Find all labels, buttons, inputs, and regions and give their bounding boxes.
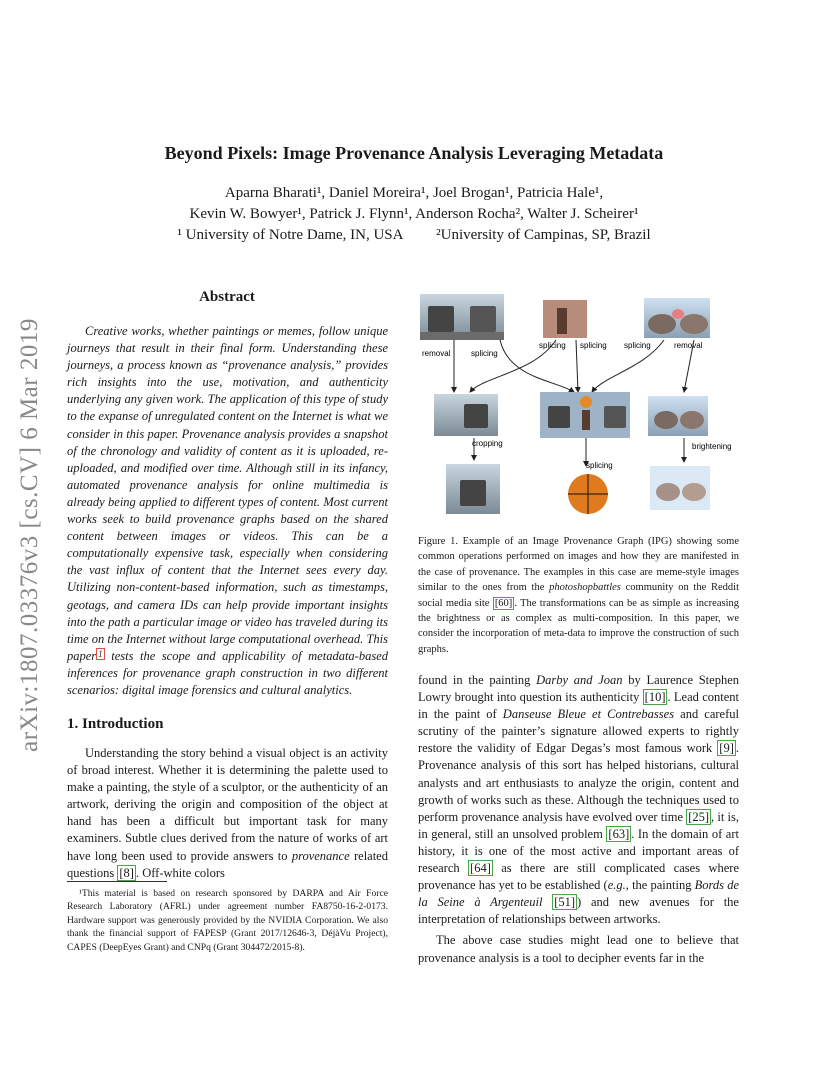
- caption-text: Figure 1. Example of an Image Provenance Graph (IPG) showing some common operations performed on images and how they are manifested in the case of provenance. The examples in this case are meme-style images similar to the ones from the: [418, 536, 739, 594]
- intro-body: [67, 745, 388, 882]
- author-line-2: Kevin W. Bowyer¹, Patrick J. Flynn¹, Anderson Rocha², Walter J. Scheirer¹: [189, 206, 639, 222]
- edge-label-splicing-mid: splicing: [586, 461, 613, 470]
- edge-label-splicing-a: splicing: [539, 341, 566, 350]
- text: by Laurence Stephen Lowry brought into question its authenticity: [418, 673, 739, 705]
- section-heading-introduction: 1. Introduction: [67, 716, 164, 732]
- image-hippos-brightened: [650, 466, 710, 510]
- image-dancer-source: [543, 300, 587, 338]
- citation-link[interactable]: [9]: [719, 741, 734, 756]
- abstract-text-end: tests the scope and applicability of metadata-based inferences for provenance graph construction in two different scenarios: digital image forensics and cultural analytics.: [67, 648, 388, 697]
- caption-text-2: community on the Reddit social media site: [418, 582, 739, 609]
- abstract-text: Creative works, whether paintings or memes, follow unique journeys that result in their final form. Understanding these journeys, a process known as “provenance analysis,” provides rich insights into the use, motivation, and authenticity underlying any given work. The application of this type of study to the expanse of unregulated content on the Internet is what we consider in this paper. Provenance analysis provides a snapshot of the chronology and validity of content as it is uploaded, re-uploaded, and modified over time. Although still in its infancy, automated provenance analysis for online multimedia is already being applied to different types of content. Most current works seek to build provenance graphs based on the shared content between images or videos. This can be a computationally expensive task, especially when considering the vast influx of content that the Internet sees every day. Utilizing non-content-based information, such as timestamps, geotags, and camera IDs can help provide important insights into the path a particular image or video has traveled during its time on the Internet without large computational overhead. This paper: [67, 324, 388, 663]
- affiliation-2: ²University of Campinas, SP, Brazil: [436, 227, 651, 243]
- figure-caption: [418, 534, 739, 657]
- caption-text-3: . The transformations can be as simple as increasing the brightness or as complex as multi-composition. In this paper, we consider the incorporation of meta-data to improve the construction of such graphs.: [418, 597, 739, 655]
- text: [542, 895, 552, 909]
- edge-label-splicing-c: splicing: [624, 341, 651, 350]
- edge-label-removal-right: removal: [674, 341, 703, 350]
- intro-emphasis: provenance: [291, 848, 350, 863]
- image-trucks-removal: [434, 394, 498, 436]
- text: ) and new avenues for the interpretation of relationships between artworks.: [418, 895, 739, 927]
- text: as there are still complicated cases where provenance has yet to be established (: [418, 861, 739, 893]
- emphasis: Bords de la Seine à Argenteuil: [418, 878, 739, 910]
- text: . In the domain of art history, it is one of the most active and important areas of research: [418, 826, 739, 876]
- image-hippos-removal: [648, 396, 708, 436]
- paper-title: Beyond Pixels: Image Provenance Analysis Leveraging Metadata: [164, 143, 664, 163]
- intro-text: Understanding the story behind a visual object is an activity of broad interest. Whether it is determining the palette used to make a painting, the style of a sculptor, or the authenticity of an artwork, deriving the origin and composition of the object at hand has been a difficult but important task for many examiners. Subtle clues derived from the nature of works of art have long been used to provide answers to: [67, 746, 388, 863]
- citation-link[interactable]: [25]: [688, 809, 710, 824]
- image-basketball-spliced: [560, 470, 618, 514]
- edge-label-splicing-left: splicing: [471, 349, 498, 358]
- citation-link[interactable]: [63]: [608, 826, 630, 841]
- edge-label-brightening: brightening: [692, 442, 732, 451]
- paragraph: [418, 672, 739, 928]
- edge-label-removal-left: removal: [422, 349, 451, 358]
- right-column-body: [418, 672, 739, 967]
- affiliation-1: ¹ University of Notre Dame, IN, USA: [177, 227, 403, 243]
- emphasis: e.g.: [607, 878, 626, 893]
- arxiv-stamp: [10, 290, 50, 780]
- image-trucks-source: [420, 294, 504, 340]
- footnote-text: ¹This material is based on research sponsored by DARPA and Air Force Research Laboratory (AFRL) under agreement number FA8750-16-2-0173. Hardware support was generously provided by the NVIDIA Corporation. We also thank the financial support of FAPESP (Grant 2017/12646-3, DéjàVu Project), CAPES (DeepEyes Grant) and CNPq (Grant 304472/2015-8).: [67, 888, 388, 953]
- paragraph: The above case studies might lead one to believe that provenance analysis is a tool to decipher events far in the: [418, 933, 739, 965]
- footnote-marker-link[interactable]: 1: [98, 648, 103, 659]
- text: . Lead content in the paint of: [418, 690, 739, 722]
- footnote: [67, 887, 388, 954]
- affiliations: [60, 225, 768, 246]
- text: , it is, in general, still an unsolved problem: [418, 809, 739, 841]
- text: , the painting: [625, 878, 695, 893]
- footnote-rule: [67, 881, 167, 882]
- caption-emphasis: photoshopbattles: [549, 582, 621, 594]
- edge-label-splicing-b: splicing: [580, 341, 607, 350]
- arxiv-id: arXiv:1807.03376v3 [cs.CV] 6 Mar 2019: [16, 318, 43, 752]
- image-trucks-cropped: [446, 464, 500, 514]
- image-composite-splice: [540, 392, 630, 438]
- citation-link[interactable]: [60]: [494, 597, 513, 609]
- author-line-1: Aparna Bharati¹, Daniel Moreira¹, Joel Brogan¹, Patricia Hale¹,: [224, 185, 604, 201]
- emphasis: Danseuse Bleue et Contrebasses: [502, 707, 675, 722]
- abstract-body: [67, 323, 388, 699]
- text: and careful scrutiny of the painter’s signature allowed experts to rightly restore the validity of Edgar Degas’s most famous work: [418, 707, 739, 756]
- image-hippos-source: [644, 298, 710, 338]
- provenance-graph-figure: [414, 288, 744, 528]
- text: . Provenance analysis of this sort has helped historians, cultural analysts and art enthusiasts to analyze the origin, content and growth of works such as these. Although the techniques used to perform provenance analysis have evolved over time: [418, 741, 739, 824]
- emphasis: Darby and Joan: [536, 673, 623, 687]
- author-block: [60, 183, 768, 246]
- intro-text-3: . Off-white colors: [135, 865, 225, 880]
- citation-link[interactable]: [64]: [470, 861, 491, 876]
- citation-link[interactable]: [8]: [119, 865, 134, 880]
- edge-label-cropping: cropping: [472, 439, 503, 448]
- citation-link[interactable]: [10]: [644, 690, 666, 705]
- text: found in the painting: [418, 673, 537, 687]
- citation-link[interactable]: [51]: [554, 895, 576, 910]
- abstract-heading: Abstract: [199, 289, 255, 305]
- intro-text-2: related questions: [67, 848, 388, 880]
